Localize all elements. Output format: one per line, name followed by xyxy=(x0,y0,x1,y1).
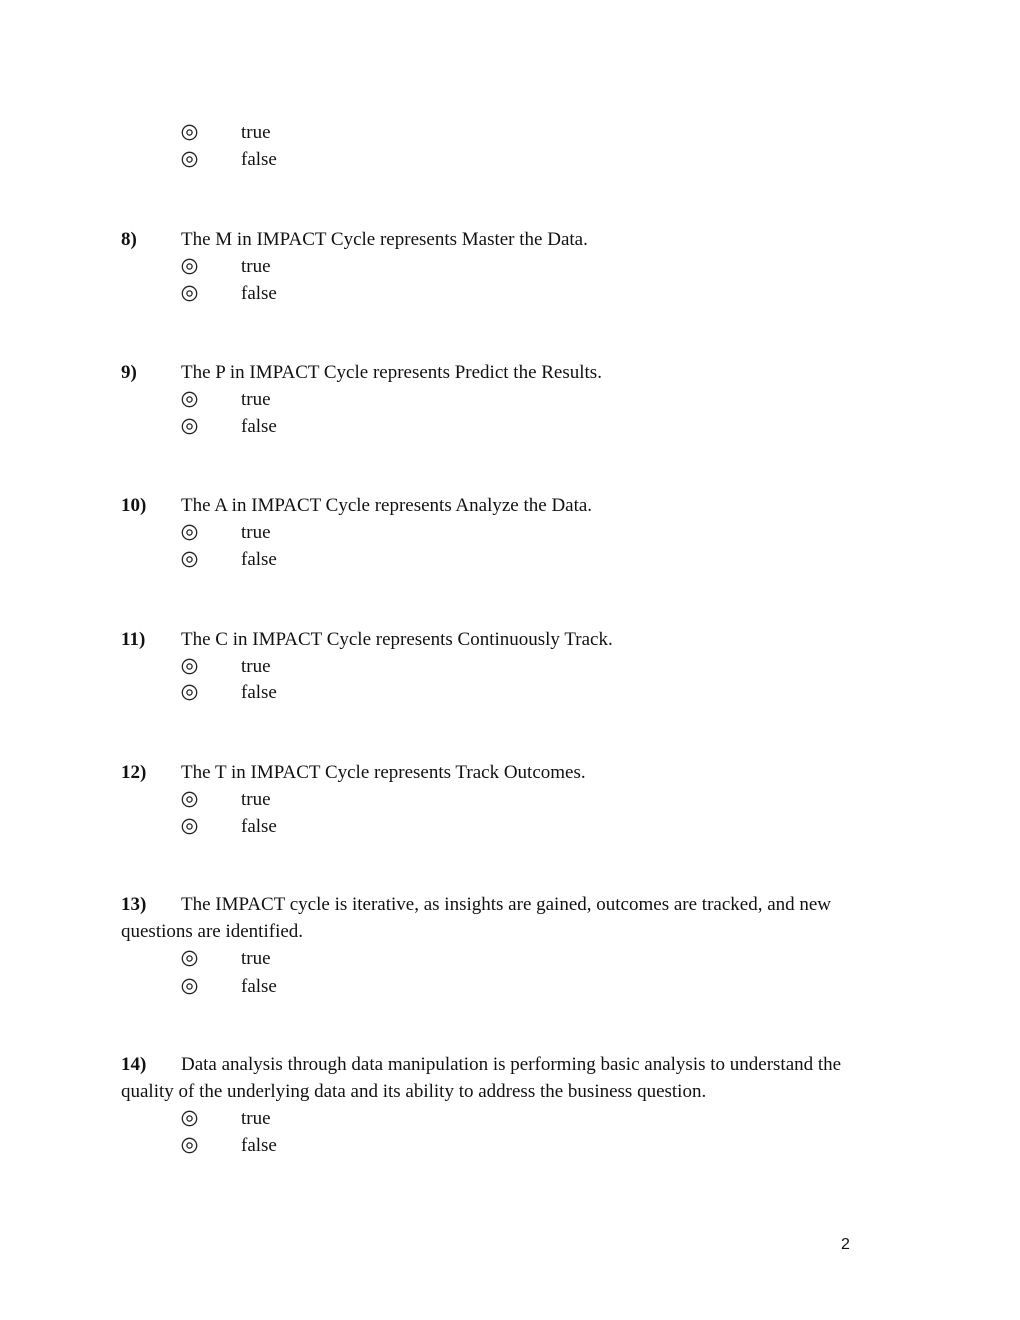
option-label: false xyxy=(241,549,277,570)
question-text: The C in IMPACT Cycle represents Continuously Track. xyxy=(181,629,613,650)
option-label: true xyxy=(241,656,271,677)
option-row[interactable] xyxy=(180,1132,480,1159)
question-text: The IMPACT cycle is iterative, as insights are gained, outcomes are tracked, and new questions are identified. xyxy=(121,894,832,942)
radio-option-icon[interactable] xyxy=(181,818,198,835)
radio-option-icon[interactable] xyxy=(181,551,198,568)
option-label: false xyxy=(241,976,277,997)
radio-option-icon[interactable] xyxy=(181,1137,198,1154)
radio-option-icon[interactable] xyxy=(181,950,198,967)
option-label: false xyxy=(241,149,277,170)
radio-option-icon[interactable] xyxy=(181,978,198,995)
question-number: 10) xyxy=(121,495,147,516)
question-number: 13) xyxy=(121,894,147,915)
question-text: The M in IMPACT Cycle represents Master the Data. xyxy=(181,229,588,250)
option-label: false xyxy=(241,283,277,304)
option-row[interactable] xyxy=(180,119,480,146)
radio-option-icon[interactable] xyxy=(181,524,198,541)
option-label: false xyxy=(241,416,277,437)
option-row[interactable] xyxy=(180,386,480,413)
option-label: true xyxy=(241,1108,271,1129)
radio-option-icon[interactable] xyxy=(181,391,198,408)
option-label: true xyxy=(241,522,271,543)
question-text: The A in IMPACT Cycle represents Analyze the Data. xyxy=(181,495,593,516)
option-label: false xyxy=(241,816,277,837)
radio-option-icon[interactable] xyxy=(181,151,198,168)
option-row[interactable] xyxy=(180,679,480,706)
option-label: true xyxy=(241,948,271,969)
radio-option-icon[interactable] xyxy=(181,684,198,701)
option-label: true xyxy=(241,389,271,410)
radio-option-icon[interactable] xyxy=(181,791,198,808)
option-label: false xyxy=(241,682,277,703)
question-block xyxy=(121,892,891,945)
option-row[interactable] xyxy=(180,973,480,1000)
option-label: true xyxy=(241,789,271,810)
option-label: true xyxy=(241,122,271,143)
option-row[interactable] xyxy=(180,945,480,972)
option-row[interactable] xyxy=(180,519,480,546)
radio-option-icon[interactable] xyxy=(181,258,198,275)
question-number: 9) xyxy=(121,362,137,383)
option-label: false xyxy=(241,1135,277,1156)
option-row[interactable] xyxy=(180,546,480,573)
question-number: 12) xyxy=(121,762,147,783)
page-number: 2 xyxy=(841,1236,850,1253)
option-row[interactable] xyxy=(180,253,480,280)
option-row[interactable] xyxy=(180,813,480,840)
question-number: 8) xyxy=(121,229,137,250)
option-label: true xyxy=(241,256,271,277)
radio-option-icon[interactable] xyxy=(181,285,198,302)
option-row[interactable] xyxy=(180,1105,480,1132)
option-row[interactable] xyxy=(180,786,480,813)
question-text: Data analysis through data manipulation is performing basic analysis to understand the quality of the underlying data and its ability to address the business question. xyxy=(121,1054,842,1102)
question-text: The P in IMPACT Cycle represents Predict the Results. xyxy=(181,362,602,383)
radio-option-icon[interactable] xyxy=(181,658,198,675)
option-row[interactable] xyxy=(180,146,480,173)
option-row[interactable] xyxy=(180,653,480,680)
question-text: The T in IMPACT Cycle represents Track Outcomes. xyxy=(181,762,586,783)
question-number: 11) xyxy=(121,629,146,650)
radio-option-icon[interactable] xyxy=(181,418,198,435)
option-row[interactable] xyxy=(180,280,480,307)
question-number: 14) xyxy=(121,1054,147,1075)
option-row[interactable] xyxy=(180,413,480,440)
radio-option-icon[interactable] xyxy=(181,1110,198,1127)
radio-option-icon[interactable] xyxy=(181,124,198,141)
question-block xyxy=(121,1052,891,1105)
